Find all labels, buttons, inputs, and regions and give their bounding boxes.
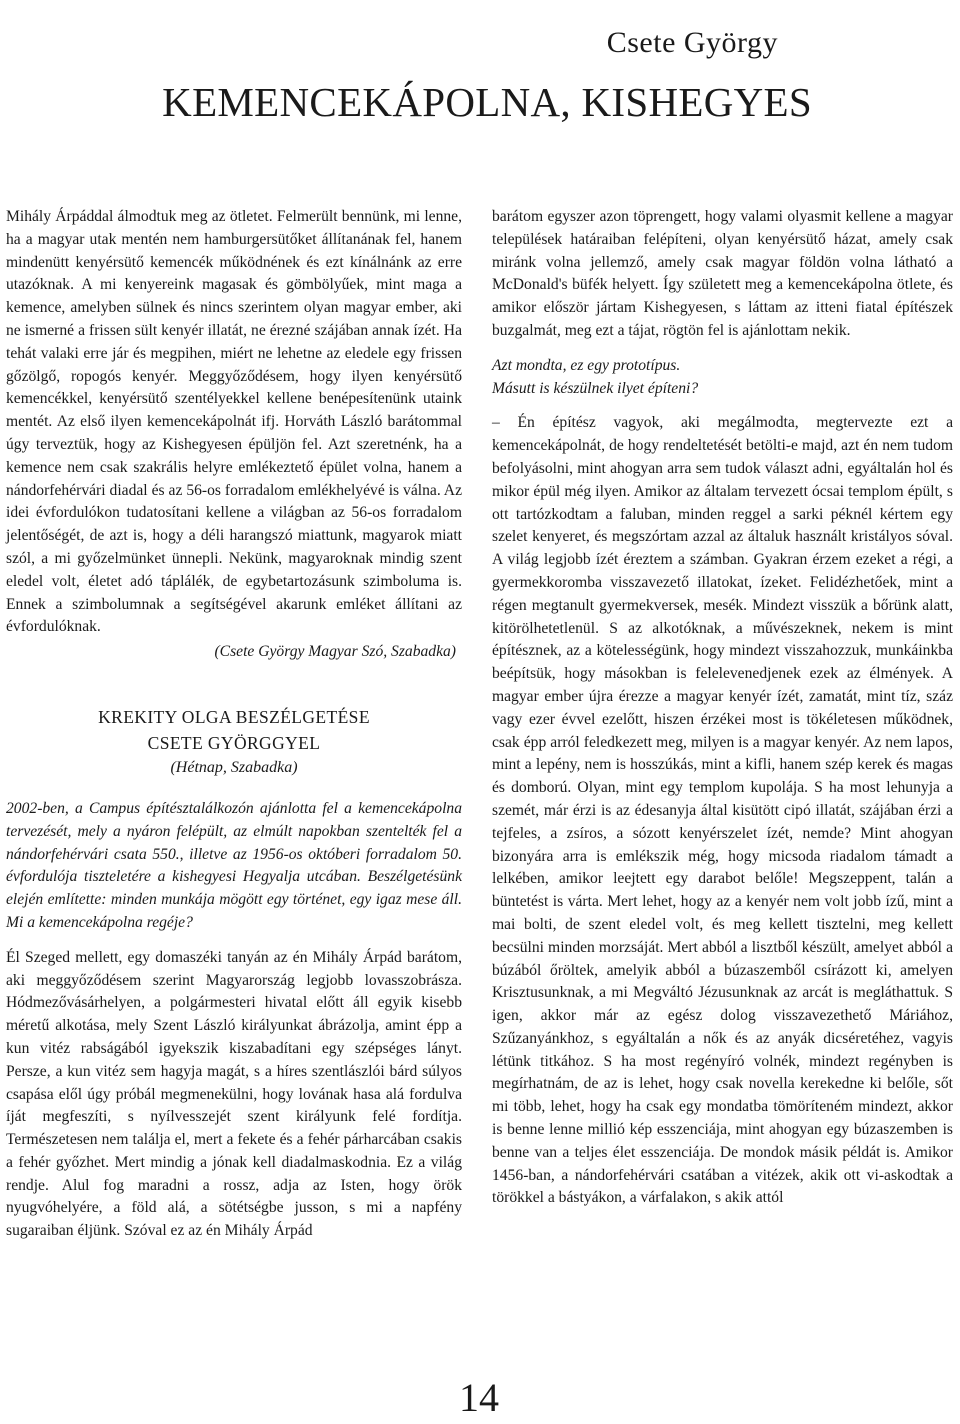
author-name: Csete György	[606, 26, 778, 59]
lead-paragraph: 2002-ben, a Campus építésztalálkozón ajánlotta fel a kemencekápolna tervezését, mely a nyáron felépült, az elmúlt napokban szentelték fel a nándorfehérvári csata 550., illetve az 1956-os októberi forradalom 50. évfordulója tiszteletére a kishegyesi Hegyalja utcában. Beszélgetésünk elején említette: minden munkája mögött egy történet, egy igaz mese áll. Mi a kemencekápolna regéje?	[6, 799, 462, 931]
interview-heading-line1: KREKITY OLGA BESZÉLGETÉSE	[98, 706, 370, 727]
right-column	[492, 206, 953, 1210]
intro-paragraph: Mihály Árpáddal álmodtuk meg az ötletet. Felmerült bennünk, mi lenne, ha a magyar utak mentén nem hamburgersütőket állítanának fel, hanem mindenütt kenyérsütő kemencék működnének és ezt kínálnánk az erre utazóknak. A mi kenyereink magasak és gömbölyűek, mint maga a kemence, amelyben sülnek és nincs szerintem olyan magyar ember, aki ne ismerné a frissen sült kenyér illatát, ne érezné szájában annak ízét. Ha tehát valaki erre jár és megpihen, miért ne lehetne az eledele egy frissen gőzölgő, ropogós kenyér. Meggyőződésem, hogy ilyen kenyérsütő kemencékkel, kenyérsütő szentélyekkel kellene benépesítenünk utaink mentét. Az első ilyen kemencekápolnát ifj. Horváth László barátommal úgy terveztük, hogy az Kishegyesen épüljön fel. Azt szeretnénk, ha a kemence nem csak szakrális helyre emlékeztető épület volna, hanem a nándorfehérvári diadal és az 56-os forradalom emlékhelyévé is válna. Az idei évfordulókon tudatosítani kellene a világban az 56-os forradalom jelentőségét, de azt is, hogy a déli harangszó miattunk, magyarok miatt szól, a mi győzelmünket ünnepli. Nekünk, magyaroknak mindig szent eledel volt, életet adó táplálék, de egybetartozásunk szimboluma is. Ennek a szimbolumnak a segítségével akarunk emléket állítani az évfordulóknak.	[6, 208, 462, 636]
interview-heading-line2: CSETE GYÖRGGYEL	[147, 732, 321, 753]
answer-paragraph-right: – Én építész vagyok, aki megálmodta, megtervezte ezt a kemencekápolnát, de hogy rendeltetését betölti-e majd, azt én nem tudom befolyásolni, mint ahogyan arra sem tudok választ adni, egyáltalán hol és mikor épül még ilyen. Amikor az általam tervezett ócsai templom épült, s ott tartózkodtam a faluban, minden reggel a sarki péknél kértem egy szelet kenyeret, és megszórtam azzal az általuk használt kristályos sóval. A világ legjobb ízét éreztem a számban. Gyakran érzem ezeket a régi, a gyermekkoromba visszavezető illatokat, ízeket. Felidézhetőek, mint a régen megtanult gyermekversek, mesék. Mindezt visszük a bőrünk alatt, kitörölhetetlenül. S az alkotóknak, a művészeknek, nekem is mint építésznek, az a kötelességünk, hogy mindezt visszahozzuk, munkáinkba beépítsük, hogy másokban is felelevenedjenek ezek az élmények. A magyar ember újra érezze a magyar kenyér ízét, zamatát, mint tíz, száz vagy ezer évvel ezelőtt, hiszen érzékei most is tökéletesen működnek, csak épp arról feledkezett meg, milyen is a magyar kenyér. Az nem lapos, mint a lepény, nem is hosszúkás, mint a kifli, hanem szép kerek és magas és domború. Olyan, mint egy templom kupolája. S ha most lehunyja a szemét, már érzi is az édesanyja által kisütött cipó illatát, szájában érzi a tejfeles, a zsíros, a sózott kenyérszelet ízét, nemde? Mint ahogyan bizonyára arra is emlékszik még, hogy micsoda riadalom támadt a lelkében, amikor leejtett egy darabot belőle! Megszeppent, talán a büntetést is várta. Mert lehet, hogy az a kenyér nem volt jobb ízű, mint a mai bolti, de szent eledel volt, és meg kellett tisztelni, meg kellett becsülni minden morzsáját. Mert abból a lisztből készült, amelyet abból a búzából őröltek, amelyik abból a búzaszemből csírázott ki, amelyen Krisztusunknak, a mi Megváltó Jézusunknak az arcát is megláthattuk. S igen, akkor már az egész dolog visszavezethető Máriához, Szűzanyánkhoz, s egyáltalán a nők és az anyák dicséretéhez, vagyis létünk titkához. S ha most regényíró volnék, mindezt regényben is megírhatnám, de az is lehet, hogy csak novella kerekedne ki belőle, sőt mi több, lehet, hogy ha csak egy mondatba tömöríteném mindezt, akkor is benne lenne millió kép esszenciája, mint ahogyan egy búzaszemben is benne van a teljes élet esszenciája. De mondok másik példát is. Amikor 1456-ban, a nándorfehérvári csatában a vitézek, akik ott vi-askodtak a törökkel a bástyákon, a várfalakon, s akik attól	[492, 414, 953, 1207]
interview-heading-source: (Hétnap, Szabadka)	[170, 758, 298, 776]
left-column	[6, 206, 462, 1243]
article-title: KEMENCEKÁPOLNA, KISHEGYES	[162, 79, 812, 125]
continuation-paragraph: barátom egyszer azon töprengett, hogy valami olyasmit kellene a magyar települések határaiban felépíteni, olyan kenyérsütő házat, amely csak miránk volna jellemző, amely csak magyar földön volna látható a McDonald's büfék helyett. Így született meg a kemencekápolna ötlete, és amikor először jártam Kishegyesen, s láttam az itteni fiatal építészek buzgalmát, meg ezt a tájat, rögtön fel is ajánlottam nekik.	[492, 208, 953, 339]
question-line-2: Másutt is készülnek ilyet építeni?	[492, 379, 699, 397]
answer-paragraph: Él Szeged mellett, egy domaszéki tanyán az én Mihály Árpád barátom, aki meggyőződésem szerint Magyarország legjobb lovasszobrásza. Hódmezővásárhelyen, a polgármesteri hivatal előtt áll egyik kisebb méretű alkotása, mely Szent László királyunkat ábrázolja, amint épp a kun vitéz rabságából igyekszik kiszabadítani egy szépséges lányt. Persze, a kun vitéz sem hagyja magát, s a híres szentlászlói bárd súlyos csapása elől úgy próbál megmenekülni, hogy lovának hasa alá fordulva íját megfeszíti, s nyílvesszejét szent királyunk felé fordítja. Természetesen nem találja el, mert a fekete és a fehér párharcában csakis a fehér győzhet. Mert mindig a jónak kell diadalmaskodnia. Ez a világ rendje. Alul fog maradni a rossz, adja az Isten, hogy örök nyugvóhelyére, a föld alá, a sötétségbe jusson, s mi a napfény sugaraiban éljünk. Szóval ez az én Mihály Árpád	[6, 948, 462, 1240]
intro-source: (Csete György Magyar Szó, Szabadka)	[214, 643, 456, 661]
interview-heading	[6, 704, 462, 780]
page-number: 14	[459, 1375, 499, 1420]
question-line-1: Azt mondta, ez egy prototípus.	[492, 356, 681, 374]
